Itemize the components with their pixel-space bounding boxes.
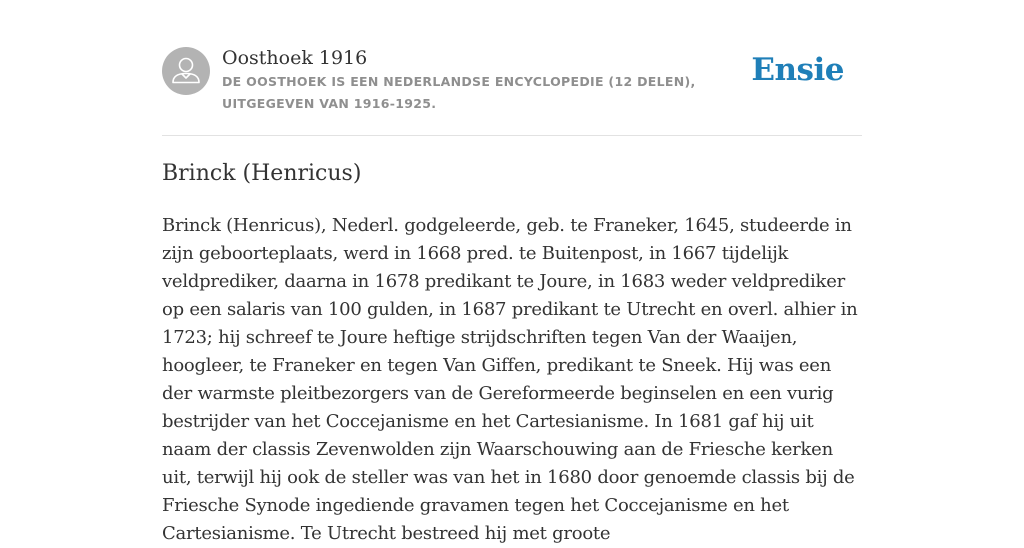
header-divider	[162, 135, 862, 136]
source-header	[162, 46, 862, 116]
article-title: Brinck (Henricus)	[162, 161, 362, 186]
user-icon	[162, 47, 210, 95]
source-description: DE OOSTHOEK IS EEN NEDERLANDSE ENCYCLOPEDIE (12 DELEN), UITGEGEVEN VAN 1916-1925.	[222, 74, 696, 111]
avatar[interactable]	[162, 47, 210, 95]
article-body: Brinck (Henricus), Nederl. godgeleerde, geb. te Franeker, 1645, studeerde in zijn geboorteplaats, werd in 1668 pred. te Buitenpost, in 1667 tijdelijk veldprediker, daarna in 1678 predikant te Joure, in 1683 weder veldprediker op een salaris van 100 gulden, in 1687 predikant te Utrecht en overl. alhier in 1723; hij schreef te Joure heftige strijdschriften tegen Van der Waaijen, hoogleer, te Franeker en tegen Van Giffen, predikant te Sneek. Hij was een der warmste pleitbezorgers van de Gereformeerde beginselen en een vurig bestrijder van het Coccejanisme en het Cartesianisme. In 1681 gaf hij uit naam der classis Zevenwolden zijn Waarschouwing aan de Friesche kerken uit, terwijl hij ook de steller was van het in 1680 door genoemde classis bij de Friesche Synode ingediende gravamen tegen het Coccejanisme en het Cartesianisme. Te Utrecht bestreed hij met groote	[162, 215, 858, 544]
ensie-logo[interactable]: Ensie	[751, 52, 844, 88]
source-title[interactable]: Oosthoek 1916	[222, 47, 368, 69]
